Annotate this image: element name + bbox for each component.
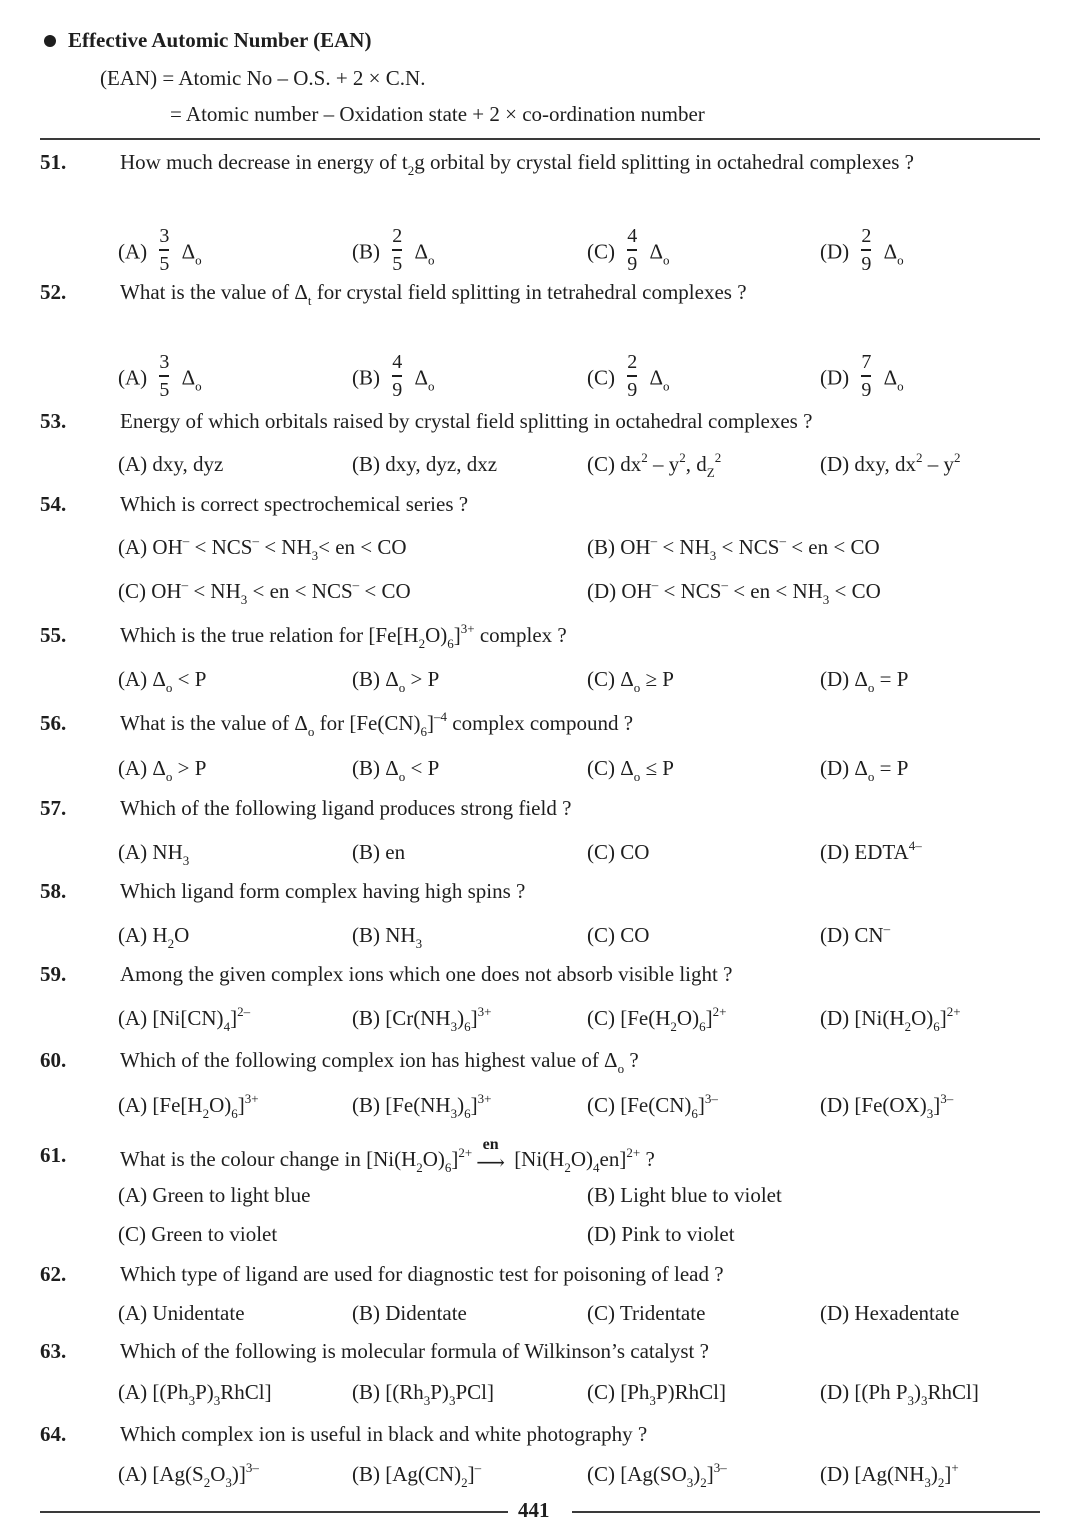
option-a: (A) $NH_3$ bbox=[118, 840, 190, 868]
option-d: (D) dxy, $dx^2 - y^2$ bbox=[820, 450, 961, 476]
option-c: (C) $[Ph_3P)RhCl$] bbox=[587, 1380, 726, 1408]
fraction: $\frac{2}{9}$ bbox=[627, 351, 638, 401]
option-b: (B) $[Ag(CN)_2]^-$ bbox=[352, 1460, 482, 1490]
question-text: Which type of ligand are used for diagnostic test for poisoning of lead ? bbox=[120, 1262, 724, 1286]
footer-rule-left bbox=[40, 1511, 508, 1513]
option-b: (B) en bbox=[352, 840, 406, 864]
fraction: $\frac{2}{9}$ bbox=[861, 225, 872, 275]
option-b: (B) $\Delta_o < P$ bbox=[352, 756, 440, 784]
fraction: $\frac{4}{9}$ bbox=[627, 225, 638, 275]
option-a: (A) $H_2O$ bbox=[118, 923, 190, 951]
fraction: $\frac{2}{5}$ bbox=[392, 225, 403, 275]
option-a: (A) dxy, dyz bbox=[118, 452, 224, 476]
question-text: Which complex ion is useful in black and white photography ? bbox=[120, 1422, 648, 1446]
question-number: 56. bbox=[40, 711, 67, 735]
option-d: (D) Pink to violet bbox=[587, 1222, 735, 1246]
option-d: (D) CN– bbox=[820, 921, 891, 947]
option-d: (D) Hexadentate bbox=[820, 1301, 960, 1325]
section-title: Effective Automic Number (EAN) bbox=[68, 28, 372, 52]
option-b: (B) $NH_3$ bbox=[352, 923, 423, 951]
option-b: (B) $[Cr(NH_3)_6]^{3+}$ bbox=[352, 1004, 492, 1034]
option-a: (A) $OH^- < NCS^- < NH_3<$ en < CO bbox=[118, 533, 407, 563]
option-c: (C) $\Delta_o \ge P$ bbox=[587, 667, 674, 695]
question-number: 63. bbox=[40, 1339, 67, 1363]
footer-rule-right bbox=[572, 1511, 1040, 1513]
question-number: 51. bbox=[40, 150, 67, 174]
option-d: (D) [(Ph $P_3)_3RhCl$] bbox=[820, 1380, 979, 1408]
option-a: (A) $[Ni[CN)_4]^{2-}$ bbox=[118, 1004, 251, 1034]
question-text: What is the value of $\Delta_t$ for crystal field splitting in tetrahedral complexes ? bbox=[120, 280, 747, 308]
option-a: (A) $\Delta_o > P$ bbox=[118, 756, 207, 784]
question-text: Which of the following is molecular formula of Wilkinson’s catalyst ? bbox=[120, 1339, 709, 1363]
option-a: (A) Unidentate bbox=[118, 1301, 245, 1325]
question-number: 55. bbox=[40, 623, 67, 647]
question-number: 60. bbox=[40, 1048, 67, 1072]
section-divider bbox=[40, 138, 1040, 140]
option-b: (B) Light blue to violet bbox=[587, 1183, 782, 1207]
question-number: 64. bbox=[40, 1422, 67, 1446]
reaction-arrow-icon: en ⟶ bbox=[476, 1136, 505, 1174]
option-c: (C) CO bbox=[587, 840, 650, 864]
option-b: (B) $\frac{4}{9}$ $\Delta_o$ bbox=[352, 351, 435, 401]
option-a: (A) $\frac{3}{5}$ $\Delta_o$ bbox=[118, 351, 202, 401]
question-text: Which is the true relation for $[Fe[H_2O)_6]^{3+}$ complex ? bbox=[120, 621, 567, 651]
option-d: (D) $\frac{7}{9}$ $\Delta_o$ bbox=[820, 351, 904, 401]
option-d: (D) $\frac{2}{9}$ $\Delta_o$ bbox=[820, 225, 904, 275]
question-text: What is the colour change in $[Ni(H_2O)_6]^{2+}$ en ⟶ $[Ni(H_2O)_4en]^{2+}$ ? bbox=[120, 1136, 655, 1175]
bullet-icon bbox=[44, 35, 56, 47]
page-footer bbox=[40, 1500, 1040, 1524]
option-c: (C) CO bbox=[587, 923, 650, 947]
option-a: (A) Green to light blue bbox=[118, 1183, 311, 1207]
page-number: 441 bbox=[518, 1498, 550, 1522]
fraction: $\frac{7}{9}$ bbox=[861, 351, 872, 401]
option-b: (B) Didentate bbox=[352, 1301, 467, 1325]
option-d: (D) $\Delta_o = P$ bbox=[820, 667, 909, 695]
option-b: (B) $\frac{2}{5}$ $\Delta_o$ bbox=[352, 225, 435, 275]
question-text: How much decrease in energy of $t_2g$ orbital by crystal field splitting in octahedral complexes ? bbox=[120, 150, 914, 178]
option-d: (D) $[Ag(NH_3)_2]^+$ bbox=[820, 1460, 959, 1490]
fraction: $\frac{3}{5}$ bbox=[159, 225, 170, 275]
option-b: (B) $[Fe(NH_3)_6]^{3+}$ bbox=[352, 1091, 492, 1121]
question-text: Which is correct spectrochemical series ? bbox=[120, 492, 469, 516]
option-c: (C) Tridentate bbox=[587, 1301, 706, 1325]
option-b: (B) $[(Rh_3P)_3PCl]$ bbox=[352, 1380, 494, 1408]
option-a: (A) $[Fe[H_2O)_6]^{3+}$ bbox=[118, 1091, 259, 1121]
option-c: (C) $OH^- < NH_3$ < en < NCS– < CO bbox=[118, 577, 411, 607]
question-number: 58. bbox=[40, 879, 67, 903]
option-b: (B) dxy, dyz, dxz bbox=[352, 452, 498, 476]
question-number: 57. bbox=[40, 796, 67, 820]
option-a: (A) $[Ag(S_2O_3)]^{3-}$ bbox=[118, 1460, 259, 1490]
question-number: 53. bbox=[40, 409, 67, 433]
option-d: (D) $EDTA^{4-}$ bbox=[820, 838, 922, 864]
question-number: 61. bbox=[40, 1143, 67, 1167]
ean-formula-long: = Atomic number – Oxidation state + 2 × co-ordination number bbox=[170, 102, 705, 126]
question-text: Which of the following complex ion has highest value of $\Delta_o$ ? bbox=[120, 1048, 639, 1076]
question-text: Among the given complex ions which one does not absorb visible light ? bbox=[120, 962, 733, 986]
fraction: $\frac{4}{9}$ bbox=[392, 351, 403, 401]
option-c: (C) $[Fe(H_2O)_6]^{2+}$ bbox=[587, 1004, 727, 1034]
question-text: Energy of which orbitals raised by crystal field splitting in octahedral complexes ? bbox=[120, 409, 813, 433]
option-c: (C) $dx^2 - y^2$, $d_Z^2$ bbox=[587, 450, 722, 480]
option-c: (C) $[Ag(SO_3)_2]^{3-}$ bbox=[587, 1460, 727, 1490]
question-text: Which of the following ligand produces strong field ? bbox=[120, 796, 572, 820]
ean-formula-short: (EAN) = Atomic No – O.S. + 2 × C.N. bbox=[100, 66, 426, 90]
question-number: 52. bbox=[40, 280, 67, 304]
question-number: 62. bbox=[40, 1262, 67, 1286]
question-number: 54. bbox=[40, 492, 67, 516]
option-d: (D) OH– < NCS– < en < $NH_3$ < CO bbox=[587, 577, 881, 607]
option-a: (A) $[(Ph_3P)_3RhCl]$ bbox=[118, 1380, 272, 1408]
section-heading bbox=[44, 28, 371, 53]
option-d: (D) $\Delta_o = P$ bbox=[820, 756, 909, 784]
option-d: (D) $[Fe(OX)_3]^{3-}$ bbox=[820, 1091, 954, 1121]
question-text: What is the value of $\Delta_o$ for $[Fe(CN)_6]^{-4}$ complex compound ? bbox=[120, 709, 634, 739]
question-number: 59. bbox=[40, 962, 67, 986]
option-b: (B) $\Delta_o > P$ bbox=[352, 667, 440, 695]
question-text: Which ligand form complex having high spins ? bbox=[120, 879, 526, 903]
fraction: $\frac{3}{5}$ bbox=[159, 351, 170, 401]
option-b: (B) $OH^- < NH_3 < NCS^-$ < en < CO bbox=[587, 533, 880, 563]
option-c: (C) $\frac{4}{9}$ $\Delta_o$ bbox=[587, 225, 670, 275]
option-d: (D) $[Ni(H_2O)_6]^{2+}$ bbox=[820, 1004, 961, 1034]
option-c: (C) Green to violet bbox=[118, 1222, 278, 1246]
option-c: (C) $\frac{2}{9}$ $\Delta_o$ bbox=[587, 351, 670, 401]
option-a: (A) $\Delta_o < P$ bbox=[118, 667, 207, 695]
option-c: (C) $\Delta_o \le P$ bbox=[587, 756, 674, 784]
option-c: (C) $[Fe(CN)_6]^{3-}$ bbox=[587, 1091, 718, 1121]
option-a: (A) $\frac{3}{5}$ $\Delta_o$ bbox=[118, 225, 202, 275]
